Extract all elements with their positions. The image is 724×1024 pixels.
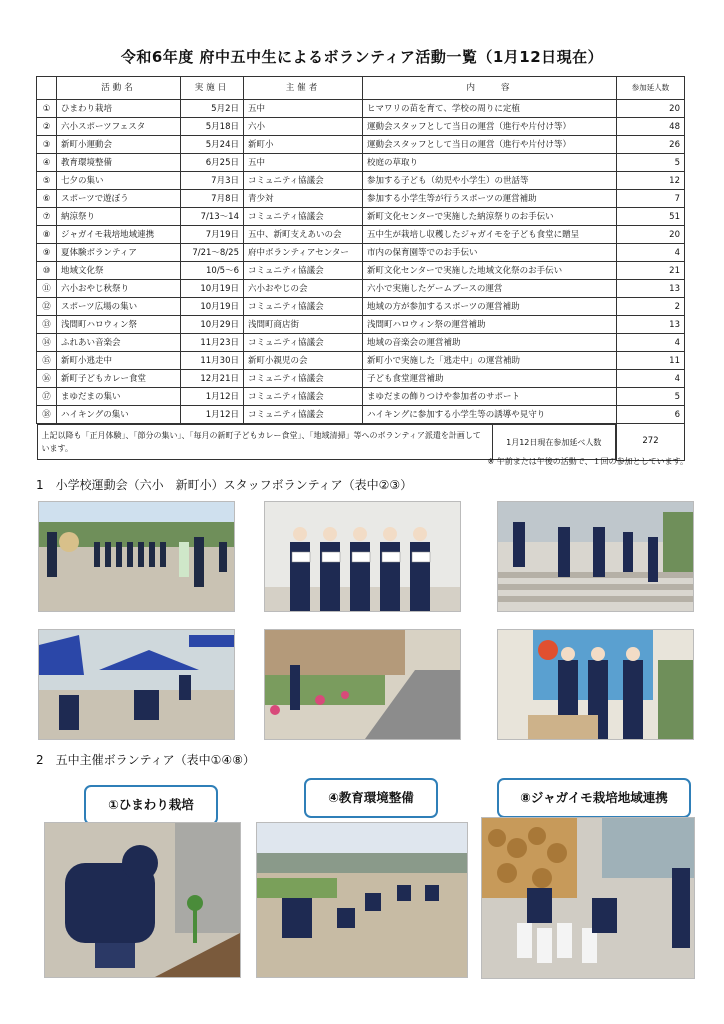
volunteer-table [36, 76, 685, 461]
row-number: ⑧ [37, 226, 57, 244]
organizer: 五中 [244, 154, 363, 172]
organizer: 新町小親児の会 [244, 352, 363, 370]
header-count: 参加延人数 [617, 77, 685, 100]
activity-content: 参加する子ども（幼児や小学生）の世話等 [363, 172, 617, 190]
photo-walkway [264, 629, 461, 740]
participant-count: 6 [617, 406, 685, 424]
row-number: ⑬ [37, 316, 57, 334]
activity-name: ジャガイモ栽培地域連携 [57, 226, 181, 244]
activity-date: 10月19日 [181, 280, 244, 298]
activity-content: 参加する小学生等が行うスポーツの運営補助 [363, 190, 617, 208]
table-row [37, 190, 685, 208]
activity-date: 1月12日 [181, 388, 244, 406]
activity-content: 六小で実施したゲームブースの運営 [363, 280, 617, 298]
header-date: 実施日 [181, 77, 244, 100]
activity-name: 新町子どもカレー食堂 [57, 370, 181, 388]
activity-name: 六小おやじ秋祭り [57, 280, 181, 298]
row-number: ⑰ [37, 388, 57, 406]
activity-date: 7月19日 [181, 226, 244, 244]
row-number: ⑦ [37, 208, 57, 226]
organizer: 青少対 [244, 190, 363, 208]
organizer: コミュニティ協議会 [244, 370, 363, 388]
organizer: 五中、新町支えあいの会 [244, 226, 363, 244]
participant-count: 7 [617, 190, 685, 208]
photo-sunflower-planting [44, 822, 241, 978]
tag-potato: ⑧ジャガイモ栽培地域連携 [497, 778, 691, 818]
organizer: コミュニティ協議会 [244, 334, 363, 352]
header-organizer: 主催者 [244, 77, 363, 100]
activity-name: 新町小運動会 [57, 136, 181, 154]
photo-stairs [497, 501, 694, 612]
activity-content: 運動会スタッフとして当日の運営（進行や片付け等） [363, 118, 617, 136]
activity-date: 7月8日 [181, 190, 244, 208]
activity-date: 11月23日 [181, 334, 244, 352]
participant-count: 20 [617, 100, 685, 118]
activity-date: 10/5～6 [181, 262, 244, 280]
activity-content: ハイキングに参加する小学生等の誘導や見守り [363, 406, 617, 424]
table-row [37, 244, 685, 262]
activity-content: 市内の保育園等でのお手伝い [363, 244, 617, 262]
photo-booth [497, 629, 694, 740]
table-row [37, 118, 685, 136]
activity-name: 納涼祭り [57, 208, 181, 226]
row-number: ④ [37, 154, 57, 172]
participant-count: 5 [617, 388, 685, 406]
table-row [37, 352, 685, 370]
participant-count: 4 [617, 370, 685, 388]
organizer: コミュニティ協議会 [244, 208, 363, 226]
header-content: 内 容 [363, 77, 617, 100]
activity-name: まゆだまの集い [57, 388, 181, 406]
row-number: ⑨ [37, 244, 57, 262]
row-number: ⑭ [37, 334, 57, 352]
activity-name: ひまわり栽培 [57, 100, 181, 118]
organizer: 五中 [244, 100, 363, 118]
total-label: 1月12日現在参加延べ人数 [492, 425, 616, 460]
organizer: コミュニティ協議会 [244, 172, 363, 190]
participant-count: 5 [617, 154, 685, 172]
section1-title: 1 小学校運動会（六小 新町小）スタッフボランティア（表中②③） [36, 478, 413, 492]
row-number: ⑤ [37, 172, 57, 190]
photo-tent [38, 629, 235, 740]
organizer: コミュニティ協議会 [244, 298, 363, 316]
table-row [37, 298, 685, 316]
participant-count: 12 [617, 172, 685, 190]
tag-environment: ④教育環境整備 [304, 778, 438, 818]
activity-content: 五中生が栽培し収穫したジャガイモを子ども食堂に贈呈 [363, 226, 617, 244]
organizer: コミュニティ協議会 [244, 406, 363, 424]
organizer: 府中ボランティアセンター [244, 244, 363, 262]
organizer: 新町小 [244, 136, 363, 154]
activity-date: 7/21～8/25 [181, 244, 244, 262]
footnote: ※ 午前または午後の活動で、１回の参加としています。 [487, 457, 688, 466]
header-blank [37, 77, 57, 100]
table-row [37, 226, 685, 244]
participant-count: 4 [617, 244, 685, 262]
activity-name: スポーツで遊ぼう [57, 190, 181, 208]
activity-date: 7月3日 [181, 172, 244, 190]
table-row [37, 262, 685, 280]
activity-date: 10月19日 [181, 298, 244, 316]
table-row [37, 370, 685, 388]
row-number: ② [37, 118, 57, 136]
activity-name: 浅間町ハロウィン祭 [57, 316, 181, 334]
table-row [37, 154, 685, 172]
table-row [37, 334, 685, 352]
photo-potatoes [481, 817, 695, 979]
participant-count: 2 [617, 298, 685, 316]
table-row [37, 280, 685, 298]
total-value: 272 [617, 424, 685, 461]
participant-count: 48 [617, 118, 685, 136]
table-header-row [37, 77, 685, 100]
activity-date: 12月21日 [181, 370, 244, 388]
organizer: 六小おやじの会 [244, 280, 363, 298]
activity-name: 地域文化祭 [57, 262, 181, 280]
participant-count: 4 [617, 334, 685, 352]
activity-name: 新町小逃走中 [57, 352, 181, 370]
activity-content: 地域の音楽会の運営補助 [363, 334, 617, 352]
activity-date: 11月30日 [181, 352, 244, 370]
activity-date: 7/13～14 [181, 208, 244, 226]
participant-count: 13 [617, 280, 685, 298]
row-number: ③ [37, 136, 57, 154]
participant-count: 51 [617, 208, 685, 226]
activity-name: 七夕の集い [57, 172, 181, 190]
footer-note: 上記以降も「正月体験」、「節分の集い」、「毎月の新町子どもカレー食堂」、「地域清掃」等へのボランティア派遣を計画しています。 [37, 425, 492, 460]
row-number: ⑩ [37, 262, 57, 280]
activity-date: 6月25日 [181, 154, 244, 172]
row-number: ⑮ [37, 352, 57, 370]
organizer: コミュニティ協議会 [244, 388, 363, 406]
tag-sunflower: ①ひまわり栽培 [84, 785, 218, 825]
table-row [37, 136, 685, 154]
activity-name: ハイキングの集い [57, 406, 181, 424]
participant-count: 20 [617, 226, 685, 244]
header-activity: 活動名 [57, 77, 181, 100]
activity-content: 浅間町ハロウィン祭の運営補助 [363, 316, 617, 334]
table-row [37, 316, 685, 334]
activity-name: ふれあい音楽会 [57, 334, 181, 352]
activity-content: 子ども食堂運営補助 [363, 370, 617, 388]
row-number: ⑪ [37, 280, 57, 298]
activity-date: 5月2日 [181, 100, 244, 118]
activity-content: 新町小で実施した「逃走中」の運営補助 [363, 352, 617, 370]
activity-content: ヒマワリの苗を育て、学校の周りに定植 [363, 100, 617, 118]
table-row [37, 388, 685, 406]
activity-name: 六小スポーツフェスタ [57, 118, 181, 136]
participant-count: 11 [617, 352, 685, 370]
row-number: ⑫ [37, 298, 57, 316]
activity-content: まゆだまの飾りつけや参加者のサポート [363, 388, 617, 406]
table-row [37, 100, 685, 118]
photo-weeding [256, 822, 468, 978]
table-row [37, 172, 685, 190]
photo-field-staff [38, 501, 235, 612]
activity-content: 校庭の草取り [363, 154, 617, 172]
row-number: ⑥ [37, 190, 57, 208]
activity-date: 1月12日 [181, 406, 244, 424]
activity-date: 5月24日 [181, 136, 244, 154]
table-footer-row [37, 424, 685, 461]
activity-content: 新町文化センターで実施した納涼祭りのお手伝い [363, 208, 617, 226]
page-title: 令和6年度 府中五中生によるボランティア活動一覧（1月12日現在） [120, 48, 604, 66]
participant-count: 13 [617, 316, 685, 334]
activity-name: 夏体験ボランティア [57, 244, 181, 262]
participant-count: 26 [617, 136, 685, 154]
activity-date: 5月18日 [181, 118, 244, 136]
organizer: 浅間町商店街 [244, 316, 363, 334]
table-row [37, 406, 685, 424]
organizer: コミュニティ協議会 [244, 262, 363, 280]
photo-group-signs [264, 501, 461, 612]
activity-content: 運動会スタッフとして当日の運営（進行や片付け等） [363, 136, 617, 154]
row-number: ⑯ [37, 370, 57, 388]
activity-date: 10月29日 [181, 316, 244, 334]
table-row [37, 208, 685, 226]
activity-content: 新町文化センターで実施した地域文化祭のお手伝い [363, 262, 617, 280]
participant-count: 21 [617, 262, 685, 280]
activity-name: 教育環境整備 [57, 154, 181, 172]
section2-title: 2 五中主催ボランティア（表中①④⑧） [36, 753, 255, 767]
organizer: 六小 [244, 118, 363, 136]
activity-name: スポーツ広場の集い [57, 298, 181, 316]
row-number: ① [37, 100, 57, 118]
row-number: ⑱ [37, 406, 57, 424]
activity-content: 地域の方が参加するスポーツの運営補助 [363, 298, 617, 316]
